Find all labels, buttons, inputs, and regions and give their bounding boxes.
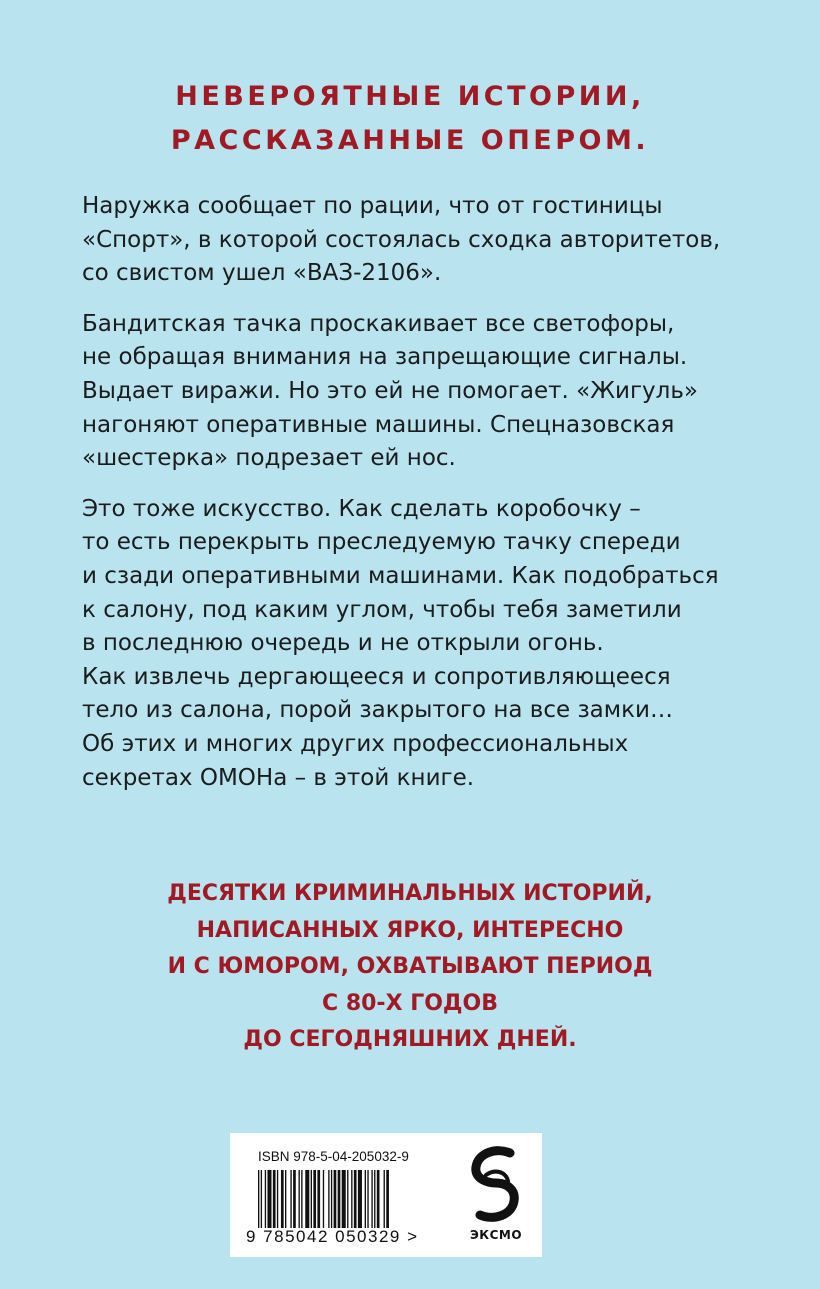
text-line: Об этих и многих других профессиональных [82,730,629,757]
text-line: Бандитская тачка проскакивает все светофоры, [82,310,675,337]
promo-line: НАПИСАННЫХ ЯРКО, ИНТЕРЕСНО [196,917,624,943]
text-line: Выдает виражи. Но это ей не помогает. «Жигуль» [82,377,698,404]
text-line: Как извлечь дергающееся и сопротивляющееся [82,663,671,690]
barcode-icon [258,1170,438,1228]
text-line: секретах ОМОНа – в этой книге. [82,764,475,791]
text-line: нагоняют оперативные машины. Спецназовская [82,411,675,438]
promo-blurb [0,876,820,1059]
text-line: в последнюю очередь и не открыли огонь. [82,630,604,657]
text-line: со свистом ушел «ВАЗ-2106». [82,260,442,287]
headline-line-1: НЕВЕРОЯТНЫЕ ИСТОРИИ, [175,81,645,112]
promo-line: ДО СЕГОДНЯШНИХ ДНЕЙ. [243,1027,577,1052]
text-line: то есть перекрыть преследуемую тачку спереди [82,529,681,556]
back-cover-headline [0,75,820,163]
text-line: не обращая внимания на запрещающие сигналы. [82,344,688,371]
promo-line: И С ЮМОРОМ, ОХВАТЫВАЮТ ПЕРИОД [167,954,653,979]
text-line: «шестерка» подрезает ей нос. [82,445,456,472]
isbn-label: ISBN 978-5-04-205032-9 [258,1149,409,1164]
text-line: и сзади оперативными машинами. Как подобраться [82,562,719,589]
text-line: тело из салона, порой закрытого на все замки… [82,697,673,724]
barcode-digits: 9 785042 050329 > [246,1227,419,1246]
paragraph-2 [82,308,762,476]
promo-line: С 80-Х ГОДОВ [322,990,498,1016]
barcode-panel [230,1133,542,1257]
publisher-name: ЭКСМО [469,1228,523,1242]
eksmo-logo-icon [466,1145,526,1225]
text-line: «Спорт», в которой состоялась сходка авторитетов, [82,226,721,253]
promo-line: ДЕСЯТКИ КРИМИНАЛЬНЫХ ИСТОРИЙ, [167,881,653,906]
text-line: Это тоже искусство. Как сделать коробочку – [82,495,641,522]
book-annotation [82,190,762,812]
text-line: Наружка сообщает по рации, что от гостиницы [82,193,663,219]
text-line: к салону, под каким углом, чтобы тебя заметили [82,596,682,623]
paragraph-1 [82,190,762,291]
headline-line-2: РАССКАЗАННЫЕ ОПЕРОМ. [170,125,650,156]
paragraph-3 [82,493,762,795]
